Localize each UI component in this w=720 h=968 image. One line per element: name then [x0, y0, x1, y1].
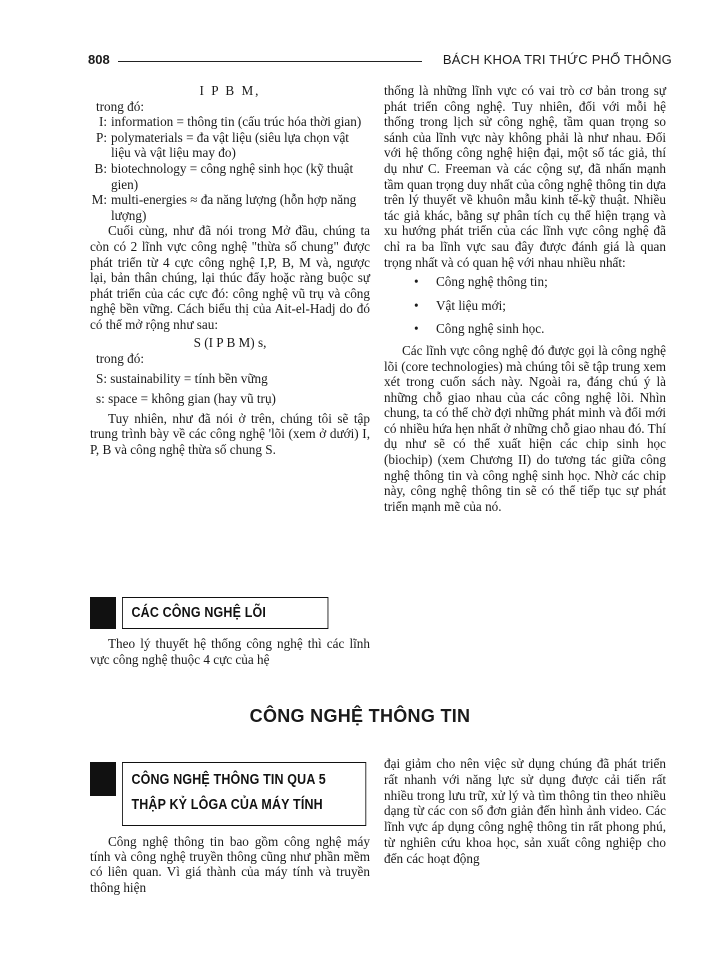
running-title: BÁCH KHOA TRI THỨC PHỔ THÔNG [442, 52, 672, 67]
definition-key: I: [98, 114, 107, 130]
section-title: CÁC CÔNG NGHỆ LÕI [122, 597, 328, 629]
bullet-text: Công nghệ thông tin; [436, 274, 548, 290]
paragraph: Theo lý thuyết hệ thống công nghệ thì các lĩnh vực công nghệ thuộc 4 cực của hệ [90, 636, 370, 667]
paragraph: Tuy nhiên, như đã nói ở trên, chúng tôi sẽ tập trung trình bày về các công nghệ 'lõi (xem ở dưới) I, P, B và công nghệ thừa số chung S. [90, 410, 370, 458]
bullet-mark: • [414, 274, 419, 290]
section-marker [90, 762, 116, 796]
lower-left-column [90, 834, 370, 895]
definition-text: polymaterials = đa vật liệu (siêu lựa chọn vật liệu và vật liệu may đo) [111, 129, 349, 161]
chapter-title: CÔNG NGHỆ THÔNG TIN [249, 706, 471, 726]
paragraph: Các lĩnh vực công nghệ đó được gọi là công nghệ lõi (core technologies) mà chúng tôi sẽ tập trung xem xét trong cuốn sách này. Ngoài ra, đáng chú ý là những chỗ giao nhau của các công nghệ lõi. Nhìn chung, ta có thể chờ đợi những phát minh và đổi mới có nhiều hứa hẹn nhất ở những chỗ giao nhau đó. Thí dụ như sẽ có thể xuất hiện các chip sinh học (biochip) (xem Chương II) do tương tác giữa công nghệ thông tin và công nghệ sinh học. Nhờ các chip này, công nghệ thông tin sẽ có thể tiếp tục sự phát triển mạnh mẽ của nó. [384, 342, 666, 514]
paragraph: thống là những lĩnh vực có vai trò cơ bản trong sự phát triển công nghệ. Tuy nhiên, đối với mỗi hệ thống trong lịch sử công nghệ, tầm quan trọng so sánh của lĩnh vực này không phải là như nhau. Đối với hệ thống công nghệ hiện đại, một số tác giả, thí dụ như C. Freeman và các cộng sự, đã nhấn mạnh tầm quan trọng duy nhất của công nghệ thông tin dựa trên lý thuyết về khuôn mẫu kinh tế-kỹ thuật. Nhiều tác giả khác, bằng sự phân tích cụ thể hiện trạng và xu hướng phát triển của các lĩnh vực công nghệ đã chỉ ra ba lĩnh vực sau đây được đánh giá là quan trọng nhất và có quan hệ với nhau nhiều nhất: [384, 83, 666, 270]
definition-line: s: space = không gian (hay vũ trụ) [96, 391, 276, 407]
page-header [88, 50, 672, 70]
definition-text: biotechnology = công nghệ sinh học (kỹ thuật gien) [111, 160, 354, 192]
definition-key: M: [91, 192, 107, 208]
section-marker [90, 597, 116, 629]
paragraph: Công nghệ thông tin bao gồm công nghệ máy tính và công nghệ truyền thông cũng như phần mềm có liên quan. Vì giá thành của máy tính và truyền thông hiện [90, 834, 370, 895]
section-title-line: THẬP KỶ LÔGA CỦA MÁY TÍNH [131, 797, 323, 813]
bullet-item [414, 313, 666, 337]
bullet-mark: • [414, 321, 419, 337]
right-column [384, 83, 666, 514]
bullet-item [414, 270, 666, 290]
definition-key: B: [94, 160, 107, 176]
paragraph: Cuối cùng, như đã nói trong Mở đầu, chúng ta còn có 2 lĩnh vực công nghệ "thừa số chung" được phát triển từ 4 cực công nghệ I,P, B, M và, ngược lại, bản thân chúng, lại thúc đẩy hoặc ràng buộc sự phát triển của các cực đó: công nghệ vũ trụ và công nghệ bền vững. Cách biểu thị của Ait-el-Hadj do đó có thể mở rộng như sau: [90, 223, 370, 332]
definition-text: information = thông tin (cấu trúc hóa thời gian) [111, 114, 362, 130]
formula-extended: S (I P B M) s, [193, 334, 267, 350]
formula-ipbm: I P B M, [199, 83, 261, 98]
definition-item [90, 130, 370, 161]
bullet-item [414, 290, 666, 314]
definition-line: S: sustainability = tính bền vững [96, 370, 268, 386]
definition-key: P: [96, 129, 107, 145]
section-heading-core-tech [90, 597, 362, 629]
section-heading-it-decades [90, 762, 406, 826]
definition-item [90, 114, 370, 130]
section-title-line: CÔNG NGHỆ THÔNG TIN QUA 5 [131, 772, 326, 788]
bullet-text: Vật liệu mới; [436, 297, 506, 313]
header-rule [118, 61, 422, 62]
bullet-text: Công nghệ sinh học. [436, 321, 545, 337]
left-column [90, 83, 370, 458]
where-label: trong đó: [96, 98, 144, 114]
paragraph: đại giảm cho nên việc sử dụng chúng đã phát triển rất nhanh với năng lực sử dụng được cải tiến rất nhiều trong lưu trữ, xử lý và tìm thông tin theo nhiều dạng từ các con số đơn giản đến hình ảnh video. Các lĩnh vực áp dụng công nghệ thông tin rất phong phú, từ nghiên cứu khoa học, sản xuất công nghiệp cho đến các hoạt động [384, 756, 666, 866]
section-title [122, 762, 366, 826]
lower-right-column [384, 756, 666, 867]
definition-item [90, 161, 370, 192]
where-label: trong đó: [96, 351, 144, 367]
left-column-bottom [90, 636, 370, 667]
bullet-mark: • [414, 297, 419, 313]
definition-text: multi-energies ≈ đa năng lượng (hỗn hợp năng lượng) [111, 192, 357, 223]
page-number: 808 [88, 52, 110, 67]
definition-item [90, 192, 370, 223]
